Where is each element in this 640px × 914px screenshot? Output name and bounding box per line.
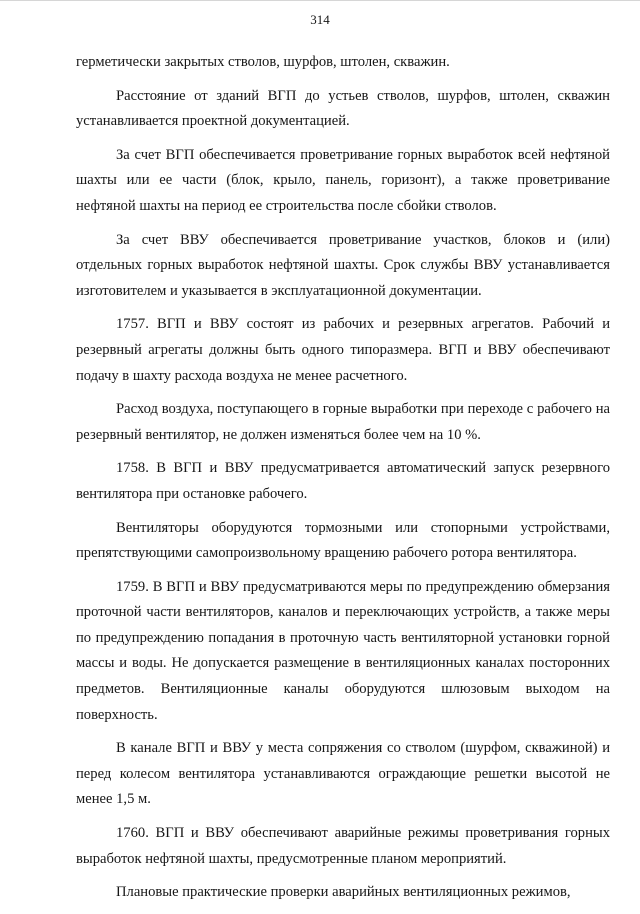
paragraph-clause-1759: 1759. В ВГП и ВВУ предусматриваются меры по предупреждению обмерзания проточной части вентиляторов, каналов и переключающих устройств, а также меры по предупреждению попадания в проточную часть вентиляторной установки горной массы и воды. Не допускается размещение в вентиляционных каналах посторонних предметов. Вентиляционные каналы оборудуются шлюзовым выходом на поверхность.: [76, 578, 610, 723]
paragraph-clause-1760: 1760. ВГП и ВВУ обеспечивают аварийные режимы проветривания горных выработок нефтяной шахты, предусмотренные планом мероприятий.: [76, 825, 610, 867]
page-top-border: [0, 0, 640, 1]
paragraph: За счет ВВУ обеспечивается проветривание участков, блоков и (или) отдельных горных выработок нефтяной шахты. Срок службы ВВУ устанавливается изготовителем и указывается в эксплуатационной документации.: [76, 231, 610, 299]
paragraph: В канале ВГП и ВВУ у места сопряжения со стволом (шурфом, скважиной) и перед колесом вентилятора устанавливаются ограждающие решетки высотой не менее 1,5 м.: [76, 740, 610, 808]
paragraph-clause-1758: 1758. В ВГП и ВВУ предусматривается автоматический запуск резервного вентилятора при остановке рабочего.: [76, 460, 610, 502]
paragraph-clause-1757: 1757. ВГП и ВВУ состоят из рабочих и резервных агрегатов. Рабочий и резервный агрегаты должны быть одного типоразмера. ВГП и ВВУ обеспечивают подачу в шахту расхода воздуха не менее расчетного.: [76, 316, 610, 384]
page-number: 314: [310, 12, 330, 27]
paragraph: За счет ВГП обеспечивается проветривание горных выработок всей нефтяной шахты или ее части (блок, крыло, панель, горизонт), а также проветривание нефтяной шахты на период ее строительства после сбойки стволов.: [76, 146, 610, 214]
paragraph: герметически закрытых стволов, шурфов, штолен, скважин.: [76, 54, 450, 70]
paragraph: Вентиляторы оборудуются тормозными или стопорными устройствами, препятствующими самопроизвольному вращению рабочего ротора вентилятора.: [76, 519, 610, 562]
paragraph: Расстояние от зданий ВГП до устьев стволов, шурфов, штолен, скважин устанавливается проектной документацией.: [76, 87, 610, 130]
paragraph: Плановые практические проверки аварийных вентиляционных режимов,: [116, 884, 571, 901]
paragraph: Расход воздуха, поступающего в горные выработки при переходе с рабочего на резервный вентилятор, не должен изменяться более чем на 10 %.: [76, 401, 610, 443]
document-body: [76, 50, 610, 914]
